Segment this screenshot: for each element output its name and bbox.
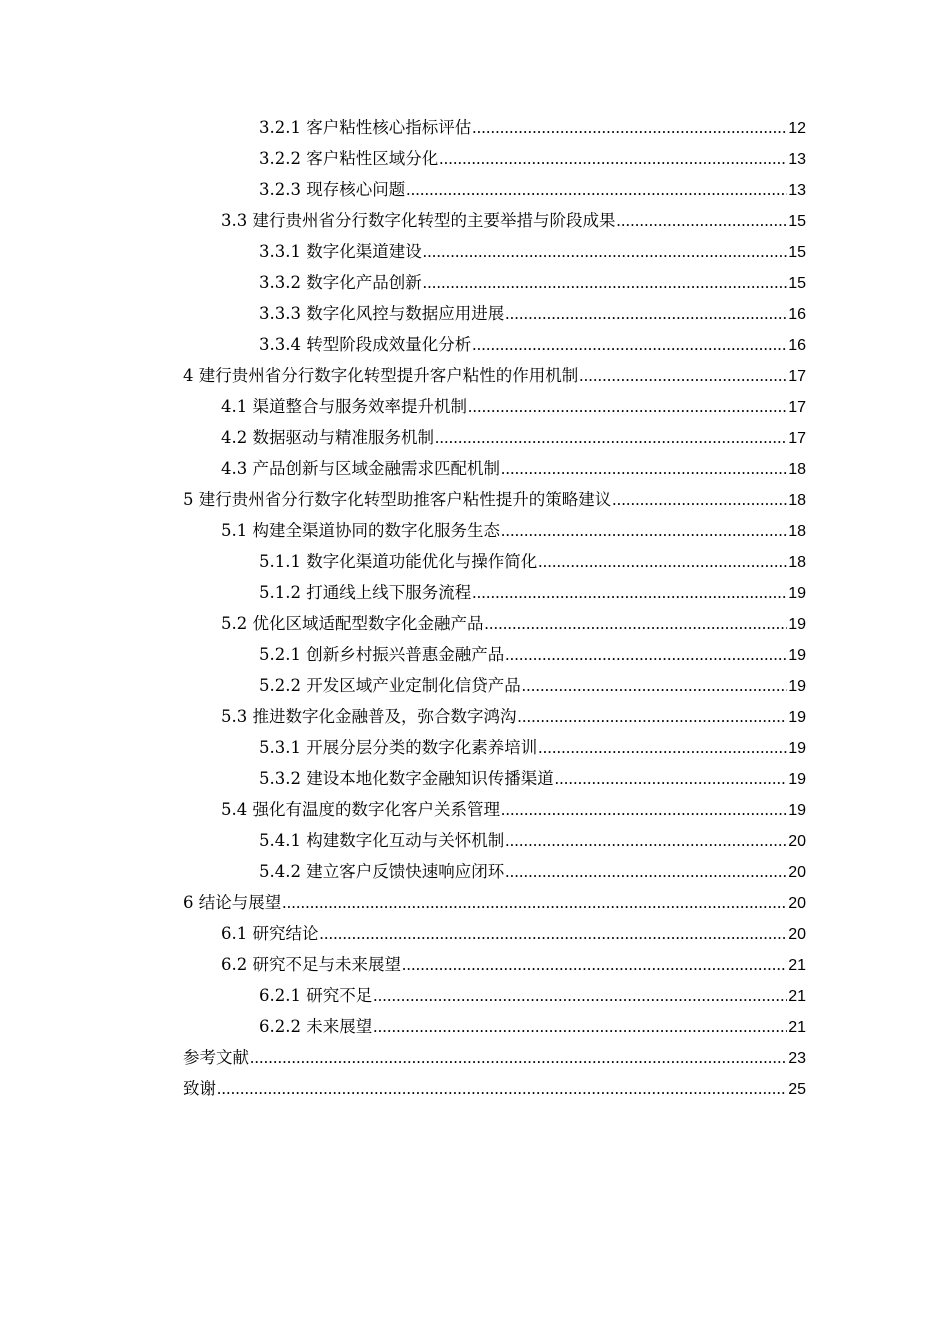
toc-dot-leader <box>423 267 787 298</box>
toc-entry[interactable] <box>0 639 950 670</box>
toc-entry-title: 4 建行贵州省分行数字化转型提升客户粘性的作用机制 <box>183 366 579 385</box>
toc-page-number: 13 <box>788 151 806 168</box>
toc-entry-title: 3.2.3 现存核心问题 <box>259 180 406 199</box>
toc-page-number: 17 <box>788 430 806 447</box>
toc-entry-title: 6.2.2 未来展望 <box>259 1017 373 1036</box>
toc-dot-leader <box>485 608 788 639</box>
toc-dot-leader <box>505 298 787 329</box>
toc-entry[interactable] <box>0 856 950 887</box>
toc-entry[interactable] <box>0 484 950 515</box>
toc-page-number: 21 <box>788 1019 806 1036</box>
toc-entry-title: 5.4 强化有温度的数字化客户关系管理 <box>221 800 500 819</box>
toc-dot-leader <box>579 360 787 391</box>
toc-entry[interactable] <box>0 1011 950 1042</box>
toc-entry[interactable] <box>0 763 950 794</box>
toc-dot-leader <box>472 329 787 360</box>
toc-dot-leader <box>518 701 788 732</box>
toc-entry[interactable] <box>0 701 950 732</box>
toc-dot-leader <box>439 143 787 174</box>
toc-page-number: 19 <box>788 802 806 819</box>
toc-page-number: 15 <box>788 275 806 292</box>
toc-entry[interactable] <box>0 453 950 484</box>
toc-entry[interactable] <box>0 174 950 205</box>
toc-dot-leader <box>373 1011 787 1042</box>
toc-entry[interactable] <box>0 298 950 329</box>
toc-dot-leader <box>472 112 787 143</box>
toc-dot-leader <box>538 546 787 577</box>
toc-entry-title: 3.3.1 数字化渠道建设 <box>259 242 422 261</box>
toc-page-number: 20 <box>788 833 806 850</box>
toc-entry-title: 参考文献 <box>183 1048 249 1067</box>
toc-page-number: 18 <box>788 523 806 540</box>
toc-page-number: 19 <box>788 678 806 695</box>
toc-entry-title: 致谢 <box>183 1079 216 1098</box>
toc-dot-leader <box>217 1073 787 1104</box>
toc-page-number: 19 <box>788 771 806 788</box>
toc-dot-leader <box>522 670 787 701</box>
toc-entry[interactable] <box>0 205 950 236</box>
toc-entry-title: 5.1.1 数字化渠道功能优化与操作简化 <box>259 552 538 571</box>
toc-page-number: 21 <box>788 957 806 974</box>
toc-entry[interactable] <box>0 143 950 174</box>
toc-page-number: 18 <box>788 461 806 478</box>
toc-entry[interactable] <box>0 267 950 298</box>
toc-entry[interactable] <box>0 949 950 980</box>
toc-entry[interactable] <box>0 825 950 856</box>
toc-entry-title: 5.2 优化区域适配型数字化金融产品 <box>221 614 484 633</box>
toc-page-number: 15 <box>788 244 806 261</box>
toc-entry-title: 4.3 产品创新与区域金融需求匹配机制 <box>221 459 500 478</box>
toc-page-number: 19 <box>788 709 806 726</box>
toc-entry[interactable] <box>0 515 950 546</box>
toc-entry-title: 3.3 建行贵州省分行数字化转型的主要举措与阶段成果 <box>221 211 616 230</box>
toc-entry[interactable] <box>0 794 950 825</box>
toc-entry-title: 5.2.2 开发区域产业定制化信贷产品 <box>259 676 521 695</box>
toc-page-number: 12 <box>788 120 806 137</box>
toc-entry[interactable] <box>0 360 950 391</box>
toc-entry-title: 3.3.2 数字化产品创新 <box>259 273 422 292</box>
toc-entry-title: 5 建行贵州省分行数字化转型助推客户粘性提升的策略建议 <box>183 490 612 509</box>
toc-page-number: 19 <box>788 616 806 633</box>
toc-dot-leader <box>402 949 787 980</box>
toc-entry-title: 3.3.4 转型阶段成效量化分析 <box>259 335 472 354</box>
toc-entry-title: 6.2 研究不足与未来展望 <box>221 955 401 974</box>
toc-page-number: 21 <box>788 988 806 1005</box>
toc-page-number: 20 <box>788 864 806 881</box>
toc-dot-leader <box>406 174 787 205</box>
toc-entry-title: 4.2 数据驱动与精准服务机制 <box>221 428 434 447</box>
toc-entry[interactable] <box>0 980 950 1011</box>
toc-page-number: 17 <box>788 399 806 416</box>
toc-dot-leader <box>373 980 787 1011</box>
toc-entry-title: 5.1.2 打通线上线下服务流程 <box>259 583 472 602</box>
toc-dot-leader <box>505 825 787 856</box>
toc-entry-title: 5.3.1 开展分层分类的数字化素养培训 <box>259 738 538 757</box>
toc-entry-title: 4.1 渠道整合与服务效率提升机制 <box>221 397 467 416</box>
toc-dot-leader <box>282 887 787 918</box>
toc-page-number: 19 <box>788 740 806 757</box>
toc-page-number: 18 <box>788 554 806 571</box>
toc-dot-leader <box>612 484 787 515</box>
table-of-contents <box>0 112 950 1104</box>
toc-entry-title: 3.2.1 客户粘性核心指标评估 <box>259 118 472 137</box>
toc-page-number: 20 <box>788 926 806 943</box>
toc-entry[interactable] <box>0 236 950 267</box>
toc-page-number: 16 <box>788 306 806 323</box>
toc-entry-title: 5.4.1 构建数字化互动与关怀机制 <box>259 831 505 850</box>
toc-entry-title: 6.1 研究结论 <box>221 924 319 943</box>
toc-page-number: 16 <box>788 337 806 354</box>
toc-entry[interactable] <box>0 670 950 701</box>
toc-dot-leader <box>472 577 787 608</box>
toc-entry-title: 5.2.1 创新乡村振兴普惠金融产品 <box>259 645 505 664</box>
toc-dot-leader <box>501 794 787 825</box>
toc-entry-title: 6.2.1 研究不足 <box>259 986 373 1005</box>
toc-page-number: 19 <box>788 647 806 664</box>
toc-entry[interactable] <box>0 546 950 577</box>
toc-page-number: 17 <box>788 368 806 385</box>
toc-page-number: 15 <box>788 213 806 230</box>
toc-entry[interactable] <box>0 1073 950 1104</box>
toc-page-number: 18 <box>788 492 806 509</box>
toc-dot-leader <box>505 639 787 670</box>
toc-page-number: 25 <box>788 1081 806 1098</box>
toc-dot-leader <box>250 1042 787 1073</box>
toc-entry[interactable] <box>0 732 950 763</box>
toc-entry-title: 3.3.3 数字化风控与数据应用进展 <box>259 304 505 323</box>
toc-dot-leader <box>423 236 787 267</box>
toc-entry[interactable] <box>0 329 950 360</box>
toc-page-number: 13 <box>788 182 806 199</box>
toc-dot-leader <box>501 453 787 484</box>
toc-entry[interactable] <box>0 608 950 639</box>
toc-dot-leader <box>501 515 787 546</box>
toc-dot-leader <box>435 422 787 453</box>
toc-page-number: 23 <box>788 1050 806 1067</box>
toc-entry[interactable] <box>0 112 950 143</box>
toc-entry-title: 6 结论与展望 <box>183 893 282 912</box>
toc-entry-title: 5.3 推进数字化金融普及，弥合数字鸿沟 <box>221 707 517 726</box>
toc-entry[interactable] <box>0 391 950 422</box>
toc-entry-title: 5.3.2 建设本地化数字金融知识传播渠道 <box>259 769 554 788</box>
toc-entry[interactable] <box>0 422 950 453</box>
toc-entry-title: 3.2.2 客户粘性区域分化 <box>259 149 439 168</box>
toc-dot-leader <box>505 856 787 887</box>
toc-page-number: 20 <box>788 895 806 912</box>
toc-entry-title: 5.1 构建全渠道协同的数字化服务生态 <box>221 521 500 540</box>
toc-dot-leader <box>320 918 788 949</box>
toc-dot-leader <box>468 391 787 422</box>
toc-dot-leader <box>538 732 787 763</box>
toc-dot-leader <box>617 205 788 236</box>
toc-page-number: 19 <box>788 585 806 602</box>
toc-entry-title: 5.4.2 建立客户反馈快速响应闭环 <box>259 862 505 881</box>
toc-entry[interactable] <box>0 577 950 608</box>
toc-entry[interactable] <box>0 918 950 949</box>
toc-dot-leader <box>555 763 787 794</box>
toc-entry[interactable] <box>0 1042 950 1073</box>
toc-entry[interactable] <box>0 887 950 918</box>
